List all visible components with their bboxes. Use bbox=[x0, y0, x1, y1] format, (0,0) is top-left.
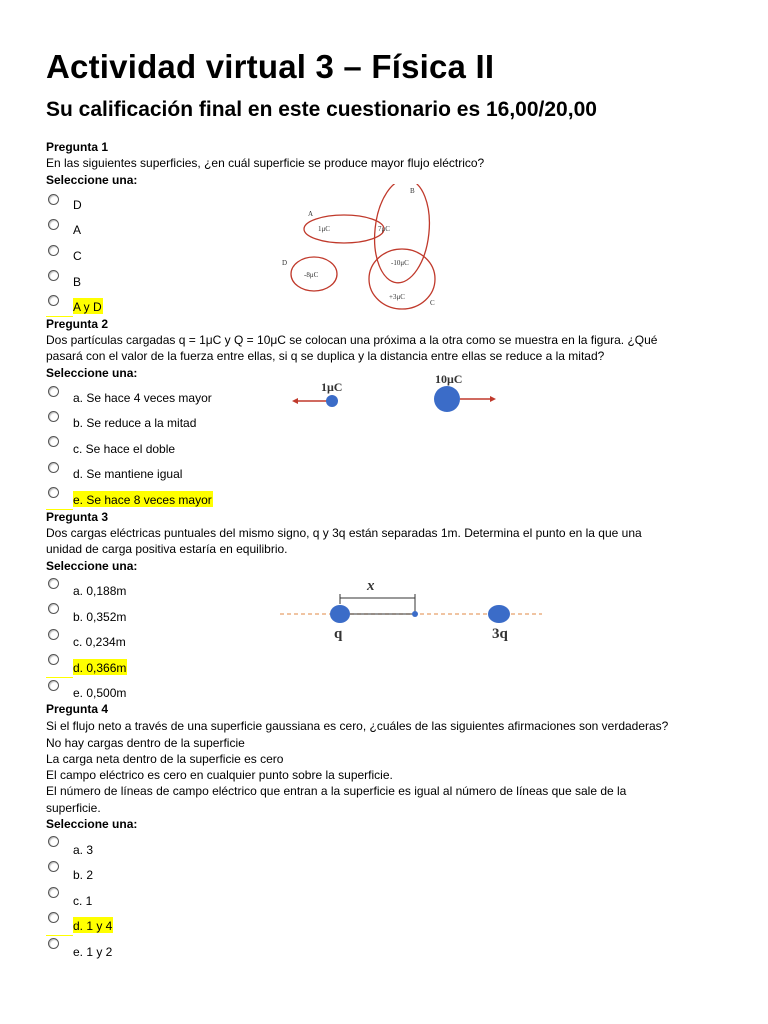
option-label: a. Se hace 4 veces mayor bbox=[73, 391, 212, 405]
option-label: B bbox=[73, 275, 82, 289]
option-radio[interactable] bbox=[48, 436, 59, 447]
option-label: e. 1 y 2 bbox=[73, 945, 113, 959]
surface-b bbox=[370, 184, 435, 286]
selected-option-label: A y D bbox=[73, 300, 102, 314]
option-radio[interactable] bbox=[48, 219, 59, 230]
question-text: Dos cargas eléctricas puntuales del mismo signo, q y 3q están separadas 1m. Determina el punto en la que una bbox=[46, 526, 642, 540]
selected-option-label: d. 1 y 4 bbox=[73, 919, 113, 933]
option-label: D bbox=[73, 198, 82, 212]
option-label: b. Se reduce a la mitad bbox=[73, 416, 197, 430]
q-charge bbox=[326, 395, 338, 407]
question-heading: Pregunta 4 bbox=[46, 702, 109, 716]
flux-surfaces-figure bbox=[282, 184, 452, 312]
equilibrium-figure bbox=[278, 572, 546, 644]
option-radio[interactable] bbox=[48, 654, 59, 665]
option-radio[interactable] bbox=[48, 603, 59, 614]
q-charge-label: 1μC bbox=[321, 380, 343, 394]
option-radio[interactable] bbox=[48, 938, 59, 949]
question-heading: Pregunta 3 bbox=[46, 510, 109, 524]
option-radio[interactable] bbox=[48, 629, 59, 640]
option-radio[interactable] bbox=[48, 295, 59, 306]
selection-underline bbox=[46, 677, 73, 678]
option-radio[interactable] bbox=[48, 680, 59, 691]
option-label: c. 1 bbox=[73, 894, 93, 908]
select-label: Seleccione una: bbox=[46, 366, 138, 380]
equilibrium-point bbox=[412, 611, 418, 617]
charge-label: 1μC bbox=[318, 225, 330, 233]
question-text: unidad de carga positiva estaría en equilibrio. bbox=[46, 542, 288, 556]
arrowhead-right bbox=[490, 396, 496, 402]
option-label: b. 0,352m bbox=[73, 610, 127, 624]
option-label: b. 2 bbox=[73, 868, 94, 882]
question-text: Dos partículas cargadas q = 1μC y Q = 10μC se colocan una próxima a la otra como se muestra en la figura. ¿Qué bbox=[46, 333, 658, 347]
statement-3: El campo eléctrico es cero en cualquier punto sobre la superficie. bbox=[46, 768, 393, 782]
label-a: A bbox=[308, 210, 314, 218]
question-text: En las siguientes superficies, ¿en cuál superficie se produce mayor flujo eléctrico? bbox=[46, 156, 485, 170]
question-heading: Pregunta 2 bbox=[46, 317, 109, 331]
option-radio[interactable] bbox=[48, 487, 59, 498]
option-label: c. Se hace el doble bbox=[73, 442, 176, 456]
charge-label: -10μC bbox=[391, 259, 409, 267]
select-label: Seleccione una: bbox=[46, 173, 138, 187]
big-q-charge-label: 10μC bbox=[435, 372, 463, 386]
question-text: pasará con el valor de la fuerza entre ellas, si q se duplica y la distancia entre ellas se reduce a la mitad? bbox=[46, 349, 605, 363]
option-radio[interactable] bbox=[48, 386, 59, 397]
statement-4-cont: superficie. bbox=[46, 801, 101, 815]
option-radio[interactable] bbox=[48, 245, 59, 256]
page-title: Actividad virtual 3 – Física II bbox=[46, 48, 495, 85]
option-label: C bbox=[73, 249, 82, 263]
option-radio[interactable] bbox=[48, 462, 59, 473]
final-grade: Su calificación final en este cuestionario es 16,00/20,00 bbox=[46, 98, 597, 121]
option-label: e. 0,500m bbox=[73, 686, 127, 700]
selected-option-label: e. Se hace 8 veces mayor bbox=[73, 493, 212, 507]
two-charges-figure bbox=[288, 370, 508, 418]
select-label: Seleccione una: bbox=[46, 559, 138, 573]
statement-2: La carga neta dentro de la superficie es cero bbox=[46, 752, 284, 766]
select-label: Seleccione una: bbox=[46, 817, 138, 831]
charge-label: 7μC bbox=[378, 225, 390, 233]
option-radio[interactable] bbox=[48, 887, 59, 898]
question-text: Si el flujo neto a través de una superficie gaussiana es cero, ¿cuáles de las siguientes afirmaciones son verdaderas? bbox=[46, 719, 669, 733]
option-label: A bbox=[73, 223, 82, 237]
big-q-charge bbox=[434, 386, 460, 412]
statement-4: El número de líneas de campo eléctrico que entran a la superficie es igual al número de líneas que sale de la bbox=[46, 784, 627, 798]
arrowhead-left bbox=[292, 398, 298, 404]
option-radio[interactable] bbox=[48, 194, 59, 205]
selected-option-label: d. 0,366m bbox=[73, 661, 127, 675]
option-label: d. Se mantiene igual bbox=[73, 467, 183, 481]
q-label: q bbox=[334, 626, 343, 642]
label-b: B bbox=[410, 187, 415, 195]
3q-label: 3q bbox=[492, 626, 508, 642]
selection-underline bbox=[46, 935, 73, 936]
surface-a bbox=[304, 215, 384, 243]
option-radio[interactable] bbox=[48, 411, 59, 422]
label-c: C bbox=[430, 299, 435, 307]
option-label: a. 3 bbox=[73, 843, 94, 857]
option-radio[interactable] bbox=[48, 270, 59, 281]
charge-label: +3μC bbox=[389, 293, 405, 301]
option-label: a. 0,188m bbox=[73, 584, 127, 598]
3q-charge bbox=[488, 605, 510, 623]
label-d: D bbox=[282, 259, 288, 267]
q-charge bbox=[330, 605, 350, 623]
statement-1: No hay cargas dentro de la superficie bbox=[46, 736, 245, 750]
question-heading: Pregunta 1 bbox=[46, 140, 109, 154]
option-radio[interactable] bbox=[48, 578, 59, 589]
option-radio[interactable] bbox=[48, 861, 59, 872]
option-label: c. 0,234m bbox=[73, 635, 126, 649]
x-label: x bbox=[367, 578, 375, 594]
option-radio[interactable] bbox=[48, 836, 59, 847]
option-radio[interactable] bbox=[48, 912, 59, 923]
charge-label: -8μC bbox=[304, 271, 319, 279]
